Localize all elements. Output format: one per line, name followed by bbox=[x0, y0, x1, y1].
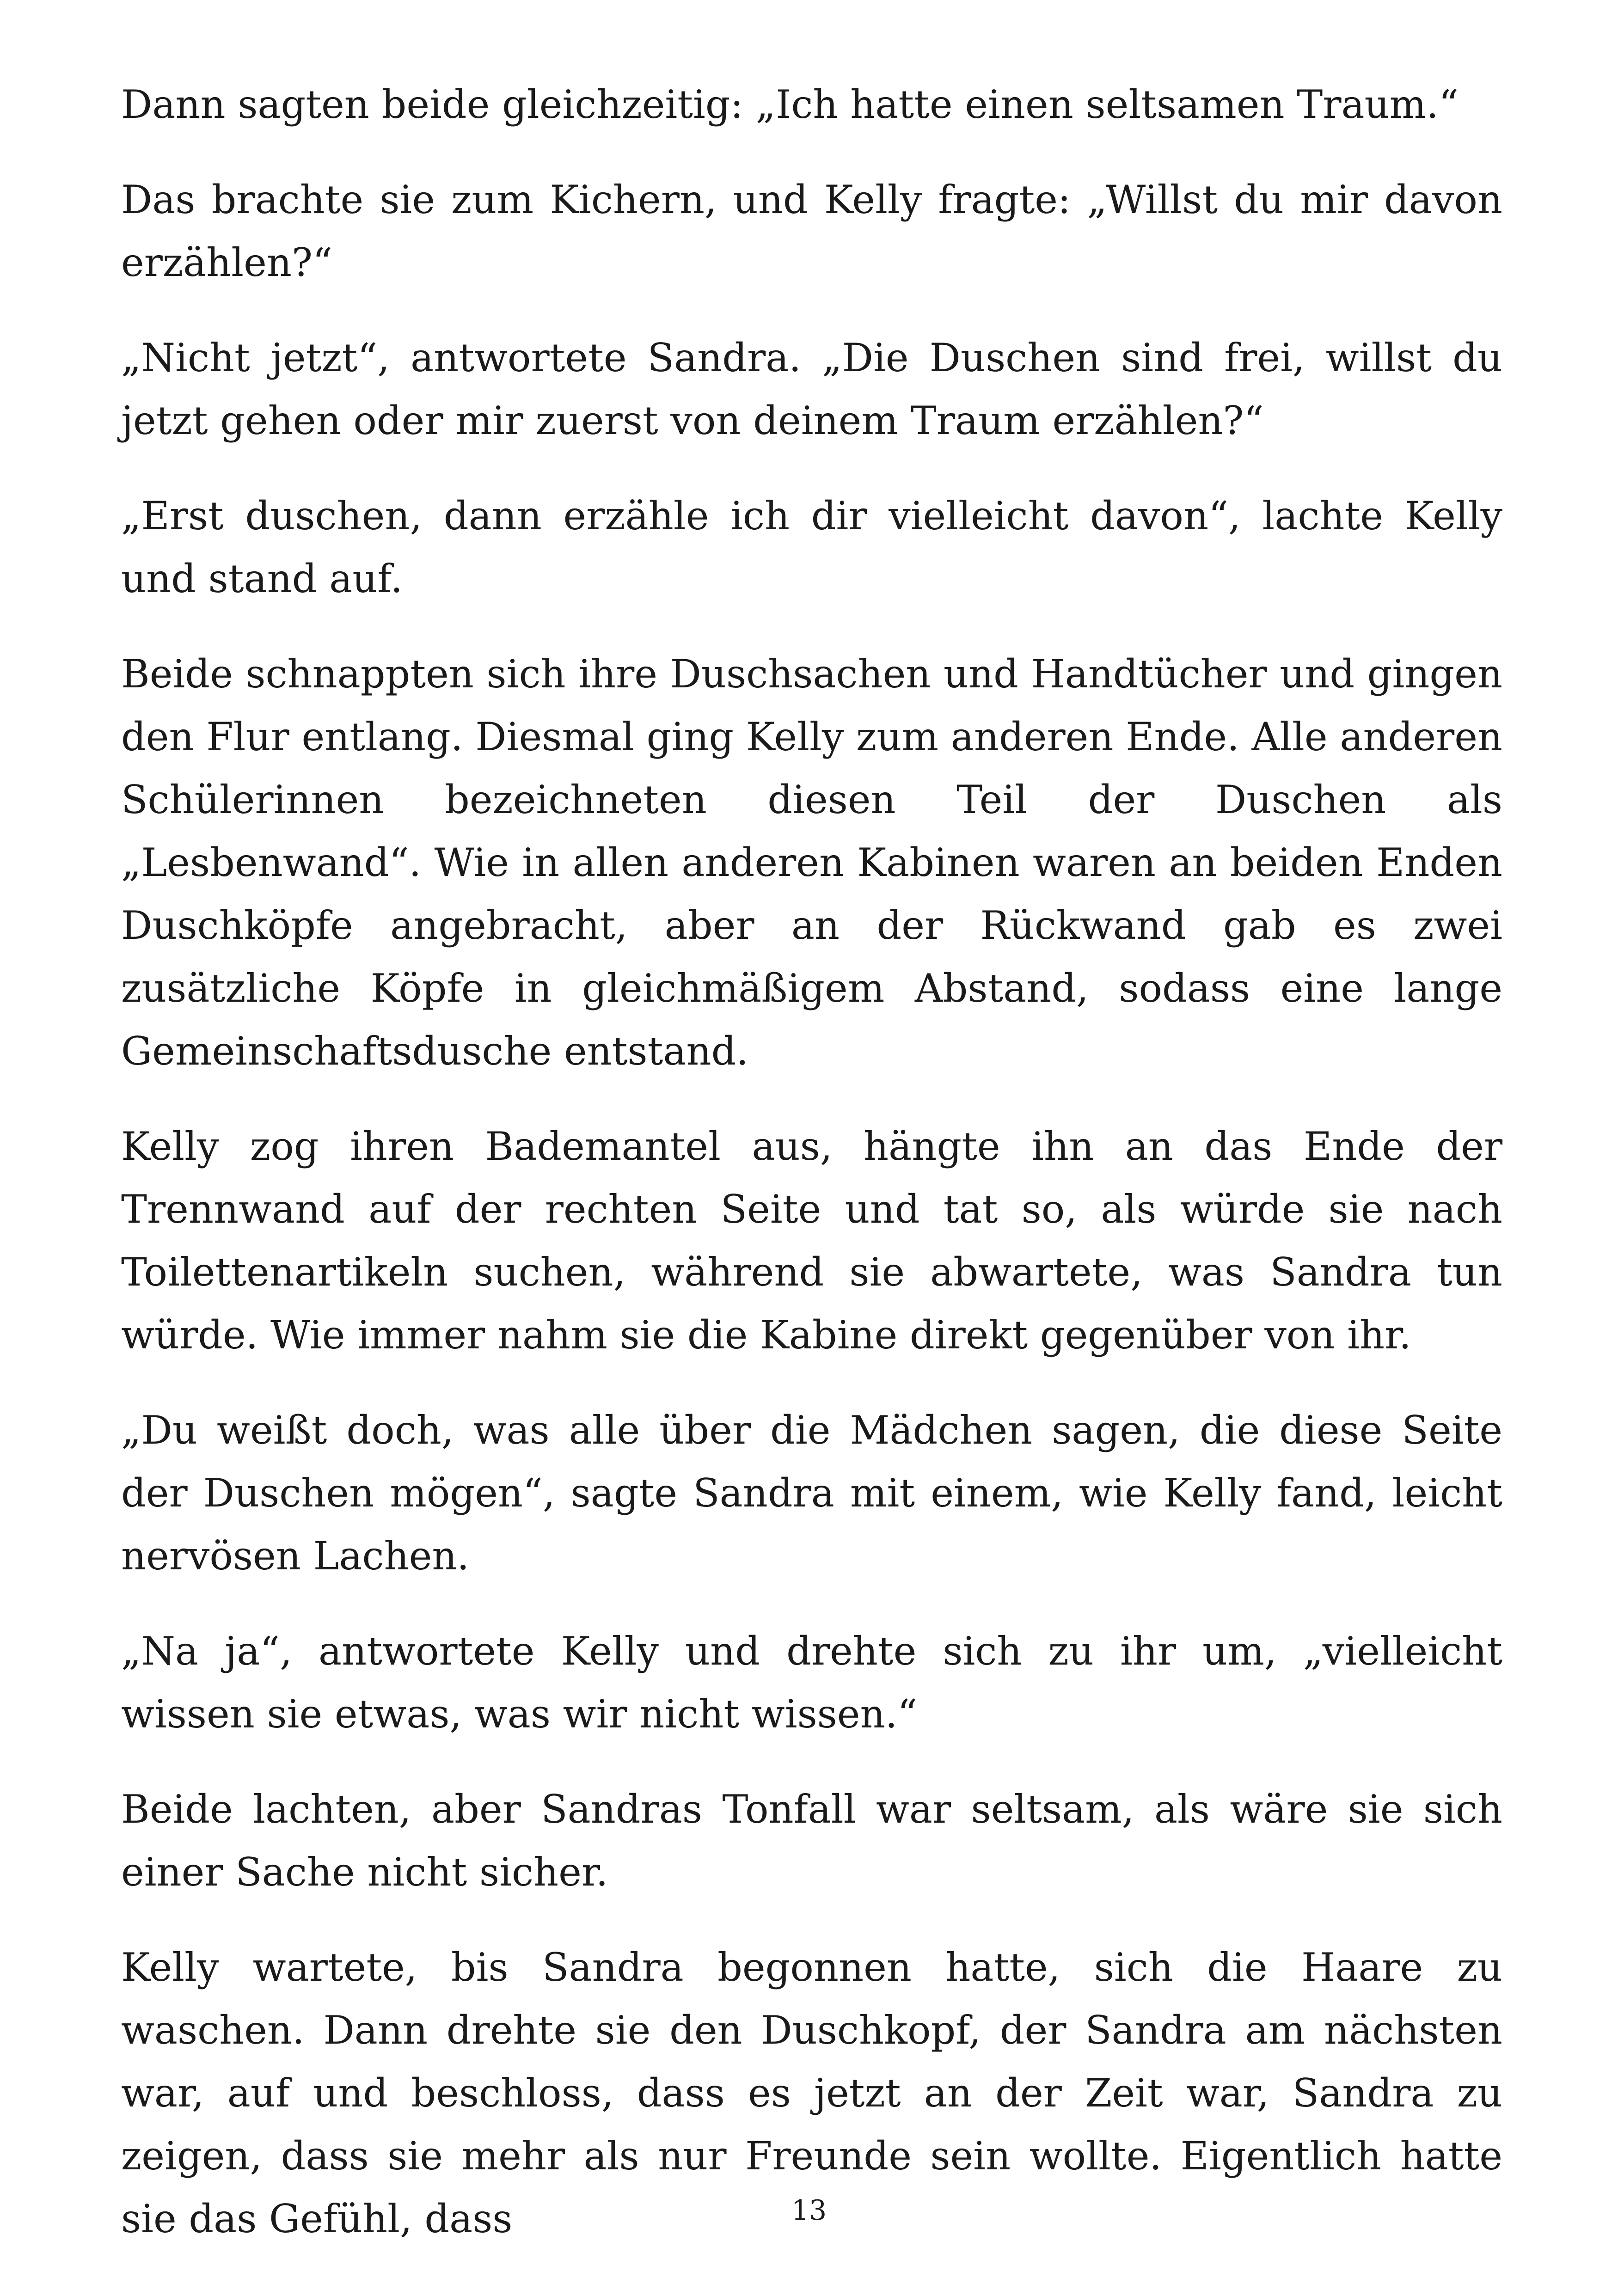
paragraph-8: „Na ja“, antwortete Kelly und drehte sich zu ihr um, „vielleicht wissen sie etwas, was wir nicht wissen.“ bbox=[121, 1629, 1502, 1737]
paragraph-10: Kelly wartete, bis Sandra begonnen hatte, sich die Haare zu waschen. Dann drehte sie den Duschkopf, der Sandra am nächsten war, auf und beschloss, dass es jetzt an der Zeit war, Sandra zu zeigen, dass sie mehr als nur Freunde sein wollte. Eigentlich hatte sie das Gefühl, dass bbox=[121, 1945, 1502, 2241]
paragraph-5: Beide schnappten sich ihre Duschsachen und Handtücher und gingen den Flur entlang. Diesmal ging Kelly zum anderen Ende. Alle anderen Schülerinnen bezeichneten diesen Teil der Duschen als „Lesbenwand“. Wie in allen anderen Kabinen waren an beiden Enden Duschköpfe angebracht, aber an der Rückwand gab es zwei zusätzliche Köpfe in gleichmäßigem Abstand, sodass eine lange Gemeinschaftsdusche entstand. bbox=[121, 651, 1502, 1074]
paragraph-3: „Nicht jetzt“, antwortete Sandra. „Die Duschen sind frei, willst du jetzt gehen oder mir zuerst von deinem Traum erzählen?“ bbox=[121, 335, 1502, 443]
body-text bbox=[121, 73, 1502, 2283]
paragraph-7: „Du weißt doch, was alle über die Mädchen sagen, die diese Seite der Duschen mögen“, sagte Sandra mit einem, wie Kelly fand, leicht nervösen Lachen. bbox=[121, 1408, 1502, 1579]
paragraph-2: Das brachte sie zum Kichern, und Kelly fragte: „Willst du mir davon erzählen?“ bbox=[121, 177, 1502, 285]
page-number: 13 bbox=[791, 2194, 827, 2227]
paragraph-4: „Erst duschen, dann erzähle ich dir vielleicht davon“, lachte Kelly und stand auf. bbox=[121, 493, 1502, 601]
paragraph-9: Beide lachten, aber Sandras Tonfall war seltsam, als wäre sie sich einer Sache nicht sicher. bbox=[121, 1787, 1502, 1895]
paragraph-1: Dann sagten beide gleichzeitig: „Ich hatte einen seltsamen Traum.“ bbox=[121, 82, 1459, 127]
paragraph-6: Kelly zog ihren Bademantel aus, hängte ihn an das Ende der Trennwand auf der rechten Seite und tat so, als würde sie nach Toilettenartikeln suchen, während sie abwartete, was Sandra tun würde. Wie immer nahm sie die Kabine direkt gegenüber von ihr. bbox=[121, 1124, 1502, 1358]
